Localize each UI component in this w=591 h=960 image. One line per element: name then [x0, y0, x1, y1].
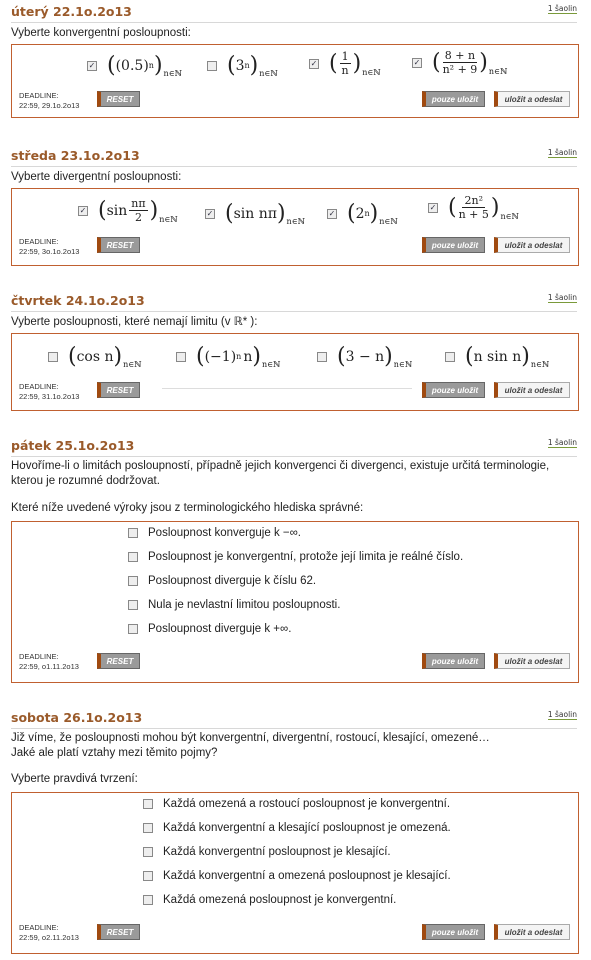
math-expression: ( n sin n ) n∈ℕ [465, 344, 550, 369]
deadline: DEADLINE: 22:59, o1.11.2o13 [19, 652, 79, 671]
option-1[interactable] [48, 344, 142, 369]
day-block-2 [0, 148, 591, 273]
day-header [11, 710, 577, 729]
option-label: Každá omezená a rostoucí posloupnost je konvergentní. [163, 798, 451, 810]
checkbox[interactable] [128, 600, 138, 610]
submit-button[interactable]: uložit a odeslat [494, 653, 570, 669]
math-expression: ( (0.5) n ) n∈ℕ [107, 53, 182, 78]
option-label: Posloupnost je konvergentní, protože její limita je reálné číslo. [148, 551, 464, 563]
intro-line: Jaké ale platí vztahy mezi těmito pojmy? [11, 747, 218, 759]
math-expression: ( cos n ) n∈ℕ [68, 344, 142, 369]
deadline: DEADLINE: 22:59, 31.1o.2o13 [19, 382, 80, 401]
reset-button[interactable]: RESET [97, 382, 140, 398]
math-expression: ( sin nπ ) n∈ℕ [225, 201, 305, 226]
option-label: Nula je nevlastní limitou posloupnosti. [148, 599, 341, 611]
save-button[interactable]: pouze uložit [422, 924, 485, 940]
checkbox[interactable] [207, 61, 217, 71]
checkbox[interactable] [143, 799, 153, 809]
option-3[interactable] [143, 846, 391, 858]
option-2[interactable] [128, 551, 463, 563]
math-expression: ( 3 − n ) n∈ℕ [337, 344, 413, 369]
math-expression: ( $\frac{\text{2n²}}{n + 5}$ ) n∈ℕ [448, 194, 519, 221]
math-expression: ( $\frac{8 + n}{\text{n² + 9}}$ ) n∈ℕ [432, 49, 508, 76]
checkbox[interactable]: ✓ [206, 208, 214, 218]
math-expression: ( $\frac{1}{n}$ ) n∈ℕ [329, 50, 381, 77]
checkbox[interactable] [445, 352, 455, 362]
option-label: Každá konvergentní a omezená posloupnost je klesající. [163, 870, 451, 882]
question-text: Které níže uvedené výroky jsou z terminologického hlediska správné: [11, 502, 364, 514]
day-header [11, 4, 577, 23]
answer-box [11, 44, 579, 118]
points-link[interactable]: 1 šaolin [547, 148, 577, 157]
divider [162, 388, 412, 389]
checkbox[interactable]: ✓ [310, 58, 318, 68]
checkbox[interactable] [143, 895, 153, 905]
save-button[interactable]: pouze uložit [422, 653, 485, 669]
deadline: DEADLINE: 22:59, 29.1o.2o13 [19, 91, 80, 110]
option-2[interactable] [205, 201, 305, 226]
option-4[interactable] [128, 599, 340, 611]
day-block-4 [0, 438, 591, 688]
option-5[interactable] [143, 894, 396, 906]
deadline: DEADLINE: 22:59, 3o.1o.2o13 [19, 237, 80, 256]
intro-text: Hovoříme-li o limitách posloupností, případně jejich konvergenci či divergenci, existuje určitá terminologie, kterou je rozumné dodržovat. [11, 460, 550, 487]
option-label: Posloupnost diverguje k číslu 62. [148, 575, 317, 587]
day-block-1 [0, 4, 591, 124]
answer-box [11, 792, 579, 954]
day-header [11, 148, 577, 167]
checkbox[interactable]: ✓ [79, 205, 87, 215]
option-3[interactable] [317, 344, 412, 369]
answer-box [11, 333, 579, 411]
option-1[interactable] [78, 197, 178, 224]
day-title: sobota 26.1o.2o13 [11, 710, 143, 725]
checkbox[interactable] [317, 352, 327, 362]
day-header [11, 438, 577, 457]
option-4[interactable] [143, 870, 451, 882]
points-link[interactable]: 1 šaolin [547, 4, 577, 13]
checkbox[interactable]: ✓ [429, 202, 437, 212]
option-label: Každá omezená posloupnost je konvergentní. [163, 894, 397, 906]
intro-text [11, 731, 571, 761]
option-label: Každá konvergentní a klesající posloupnost je omezená. [163, 822, 451, 834]
option-2[interactable] [176, 344, 280, 369]
checkbox[interactable] [128, 576, 138, 586]
option-1[interactable] [87, 53, 182, 78]
option-label: Posloupnost diverguje k +∞. [148, 623, 292, 635]
option-label: Každá konvergentní posloupnost je klesající. [163, 846, 391, 858]
checkbox[interactable] [48, 352, 58, 362]
submit-button[interactable]: uložit a odeslat [494, 924, 570, 940]
question-text: Vyberte pravdivá tvrzení: [11, 773, 138, 785]
checkbox[interactable] [128, 552, 138, 562]
save-button[interactable]: pouze uložit [422, 382, 485, 398]
math-expression: ( 3 n ) n∈ℕ [227, 53, 278, 78]
math-expression: ( 2 n ) n∈ℕ [347, 201, 398, 226]
submit-button[interactable]: uložit a odeslat [494, 382, 570, 398]
checkbox[interactable]: ✓ [413, 57, 421, 67]
checkbox[interactable] [128, 528, 138, 538]
answer-box [11, 188, 579, 266]
option-4[interactable] [412, 49, 507, 76]
checkbox[interactable]: ✓ [328, 208, 336, 218]
option-2[interactable] [207, 53, 278, 78]
option-label: Posloupnost konverguje k −∞. [148, 527, 301, 539]
day-title: středa 23.1o.2o13 [11, 148, 140, 163]
option-3[interactable] [128, 575, 316, 587]
option-3[interactable] [309, 50, 381, 77]
math-expression: ( sin $\frac{n\pi}{2}$ ) n∈ℕ [98, 197, 178, 224]
points-link[interactable]: 1 šaolin [547, 293, 577, 302]
points-link[interactable]: 1 šaolin [547, 438, 577, 447]
reset-button[interactable]: RESET [97, 653, 140, 669]
question-text: Vyberte posloupnosti, které nemají limitu (v ℝ* ): [11, 316, 258, 328]
reset-button[interactable]: RESET [97, 91, 140, 107]
intro-line: Již víme, že posloupnosti mohou být konvergentní, divergentní, rostoucí, klesající, omezené… [11, 732, 490, 744]
checkbox[interactable] [176, 352, 186, 362]
option-4[interactable] [445, 344, 549, 369]
points-link[interactable]: 1 šaolin [547, 710, 577, 719]
checkbox[interactable] [143, 871, 153, 881]
option-5[interactable] [128, 623, 291, 635]
option-1[interactable] [128, 527, 301, 539]
option-1[interactable] [143, 798, 450, 810]
option-4[interactable] [428, 194, 519, 221]
checkbox[interactable]: ✓ [88, 60, 96, 70]
reset-button[interactable]: RESET [97, 924, 140, 940]
day-block-5 [0, 710, 591, 958]
day-title: pátek 25.1o.2o13 [11, 438, 135, 453]
option-2[interactable] [143, 822, 451, 834]
day-title: čtvrtek 24.1o.2o13 [11, 293, 145, 308]
day-title: úterý 22.1o.2o13 [11, 4, 132, 19]
option-3[interactable] [327, 201, 398, 226]
day-block-3 [0, 293, 591, 418]
answer-box [11, 521, 579, 683]
save-button[interactable]: pouze uložit [422, 91, 485, 107]
submit-button[interactable]: uložit a odeslat [494, 91, 570, 107]
save-button[interactable]: pouze uložit [422, 237, 485, 253]
submit-button[interactable]: uložit a odeslat [494, 237, 570, 253]
checkbox[interactable] [128, 624, 138, 634]
question-text: Vyberte divergentní posloupnosti: [11, 171, 182, 183]
question-text: Vyberte konvergentní posloupnosti: [11, 27, 191, 39]
reset-button[interactable]: RESET [97, 237, 140, 253]
math-expression: ( (−1) n n ) n∈ℕ [196, 344, 281, 369]
checkbox[interactable] [143, 823, 153, 833]
checkbox[interactable] [143, 847, 153, 857]
deadline: DEADLINE: 22:59, o2.11.2o13 [19, 923, 79, 942]
day-header [11, 293, 577, 312]
